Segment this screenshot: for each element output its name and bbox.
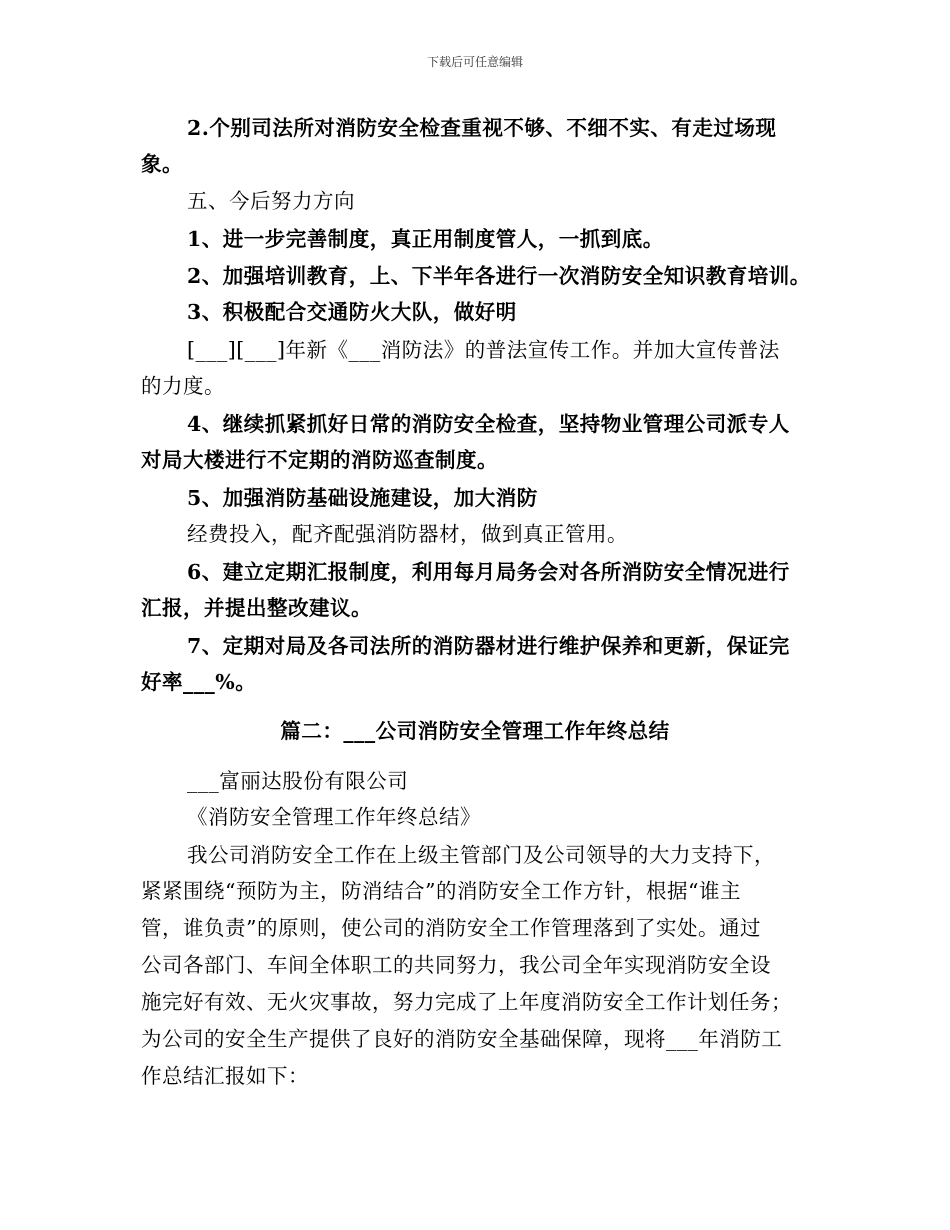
paragraph-line: 2、加强培训教育，上、下半年各进行一次消防安全知识教育培训。	[187, 264, 811, 288]
company-name: ___富丽达股份有限公司	[187, 769, 409, 793]
paragraph-line: 好率___%。	[141, 670, 257, 694]
paragraph-line: 5、加强消防基础设施建设，加大消防	[187, 486, 538, 510]
paragraph-line: 公司各部门、车间全体职工的共同努力，我公司全年实现消防安全设	[141, 953, 771, 977]
header-note: 下载后可任意编辑	[426, 55, 523, 69]
report-title: 《消防安全管理工作年终总结》	[187, 805, 481, 829]
paragraph-line: 3、积极配合交通防火大队，做好明	[187, 300, 517, 324]
paragraph-line: 汇报，并提出整改建议。	[141, 596, 372, 620]
paragraph-line: 象。	[141, 152, 183, 176]
paragraph-line: 2.个别司法所对消防安全检查重视不够、不细不实、有走过场现	[187, 116, 777, 140]
paragraph-line: 我公司消防安全工作在上级主管部门及公司领导的大力支持下，	[187, 843, 775, 867]
paragraph-line: 4、继续抓紧抓好日常的消防安全检查，坚持物业管理公司派专人	[187, 412, 790, 436]
paragraph-line: 施完好有效、无火灾事故，努力完成了上年度消防安全工作计划任务；	[141, 990, 792, 1014]
paragraph-line: 经费投入，配齐配强消防器材，做到真正管用。	[187, 522, 628, 546]
paragraph-line: [___][___]年新《___消防法》的普法宣传工作。并加大宣传普法	[187, 338, 780, 362]
paragraph-line: 的力度。	[141, 374, 225, 398]
section-heading: 五、今后努力方向	[187, 189, 355, 213]
paragraph-line: 作总结汇报如下：	[141, 1064, 309, 1088]
paragraph-line: 对局大楼进行不定期的消防巡查制度。	[141, 448, 498, 472]
paragraph-line: 1、进一步完善制度，真正用制度管人，一抓到底。	[187, 227, 664, 251]
section-title: 篇二：___公司消防安全管理工作年终总结	[280, 719, 670, 743]
paragraph-line: 为公司的安全生产提供了良好的消防安全基础保障，现将___年消防工	[141, 1027, 783, 1051]
paragraph-line: 7、定期对局及各司法所的消防器材进行维护保养和更新，保证完	[187, 634, 790, 658]
paragraph-line: 管，谁负责”的原则，使公司的消防安全工作管理落到了实处。通过	[141, 916, 761, 940]
paragraph-line: 紧紧围绕“预防为主，防消结合”的消防安全工作方针，根据“谁主	[141, 879, 741, 903]
paragraph-line: 6、建立定期汇报制度，利用每月局务会对各所消防安全情况进行	[187, 560, 790, 584]
